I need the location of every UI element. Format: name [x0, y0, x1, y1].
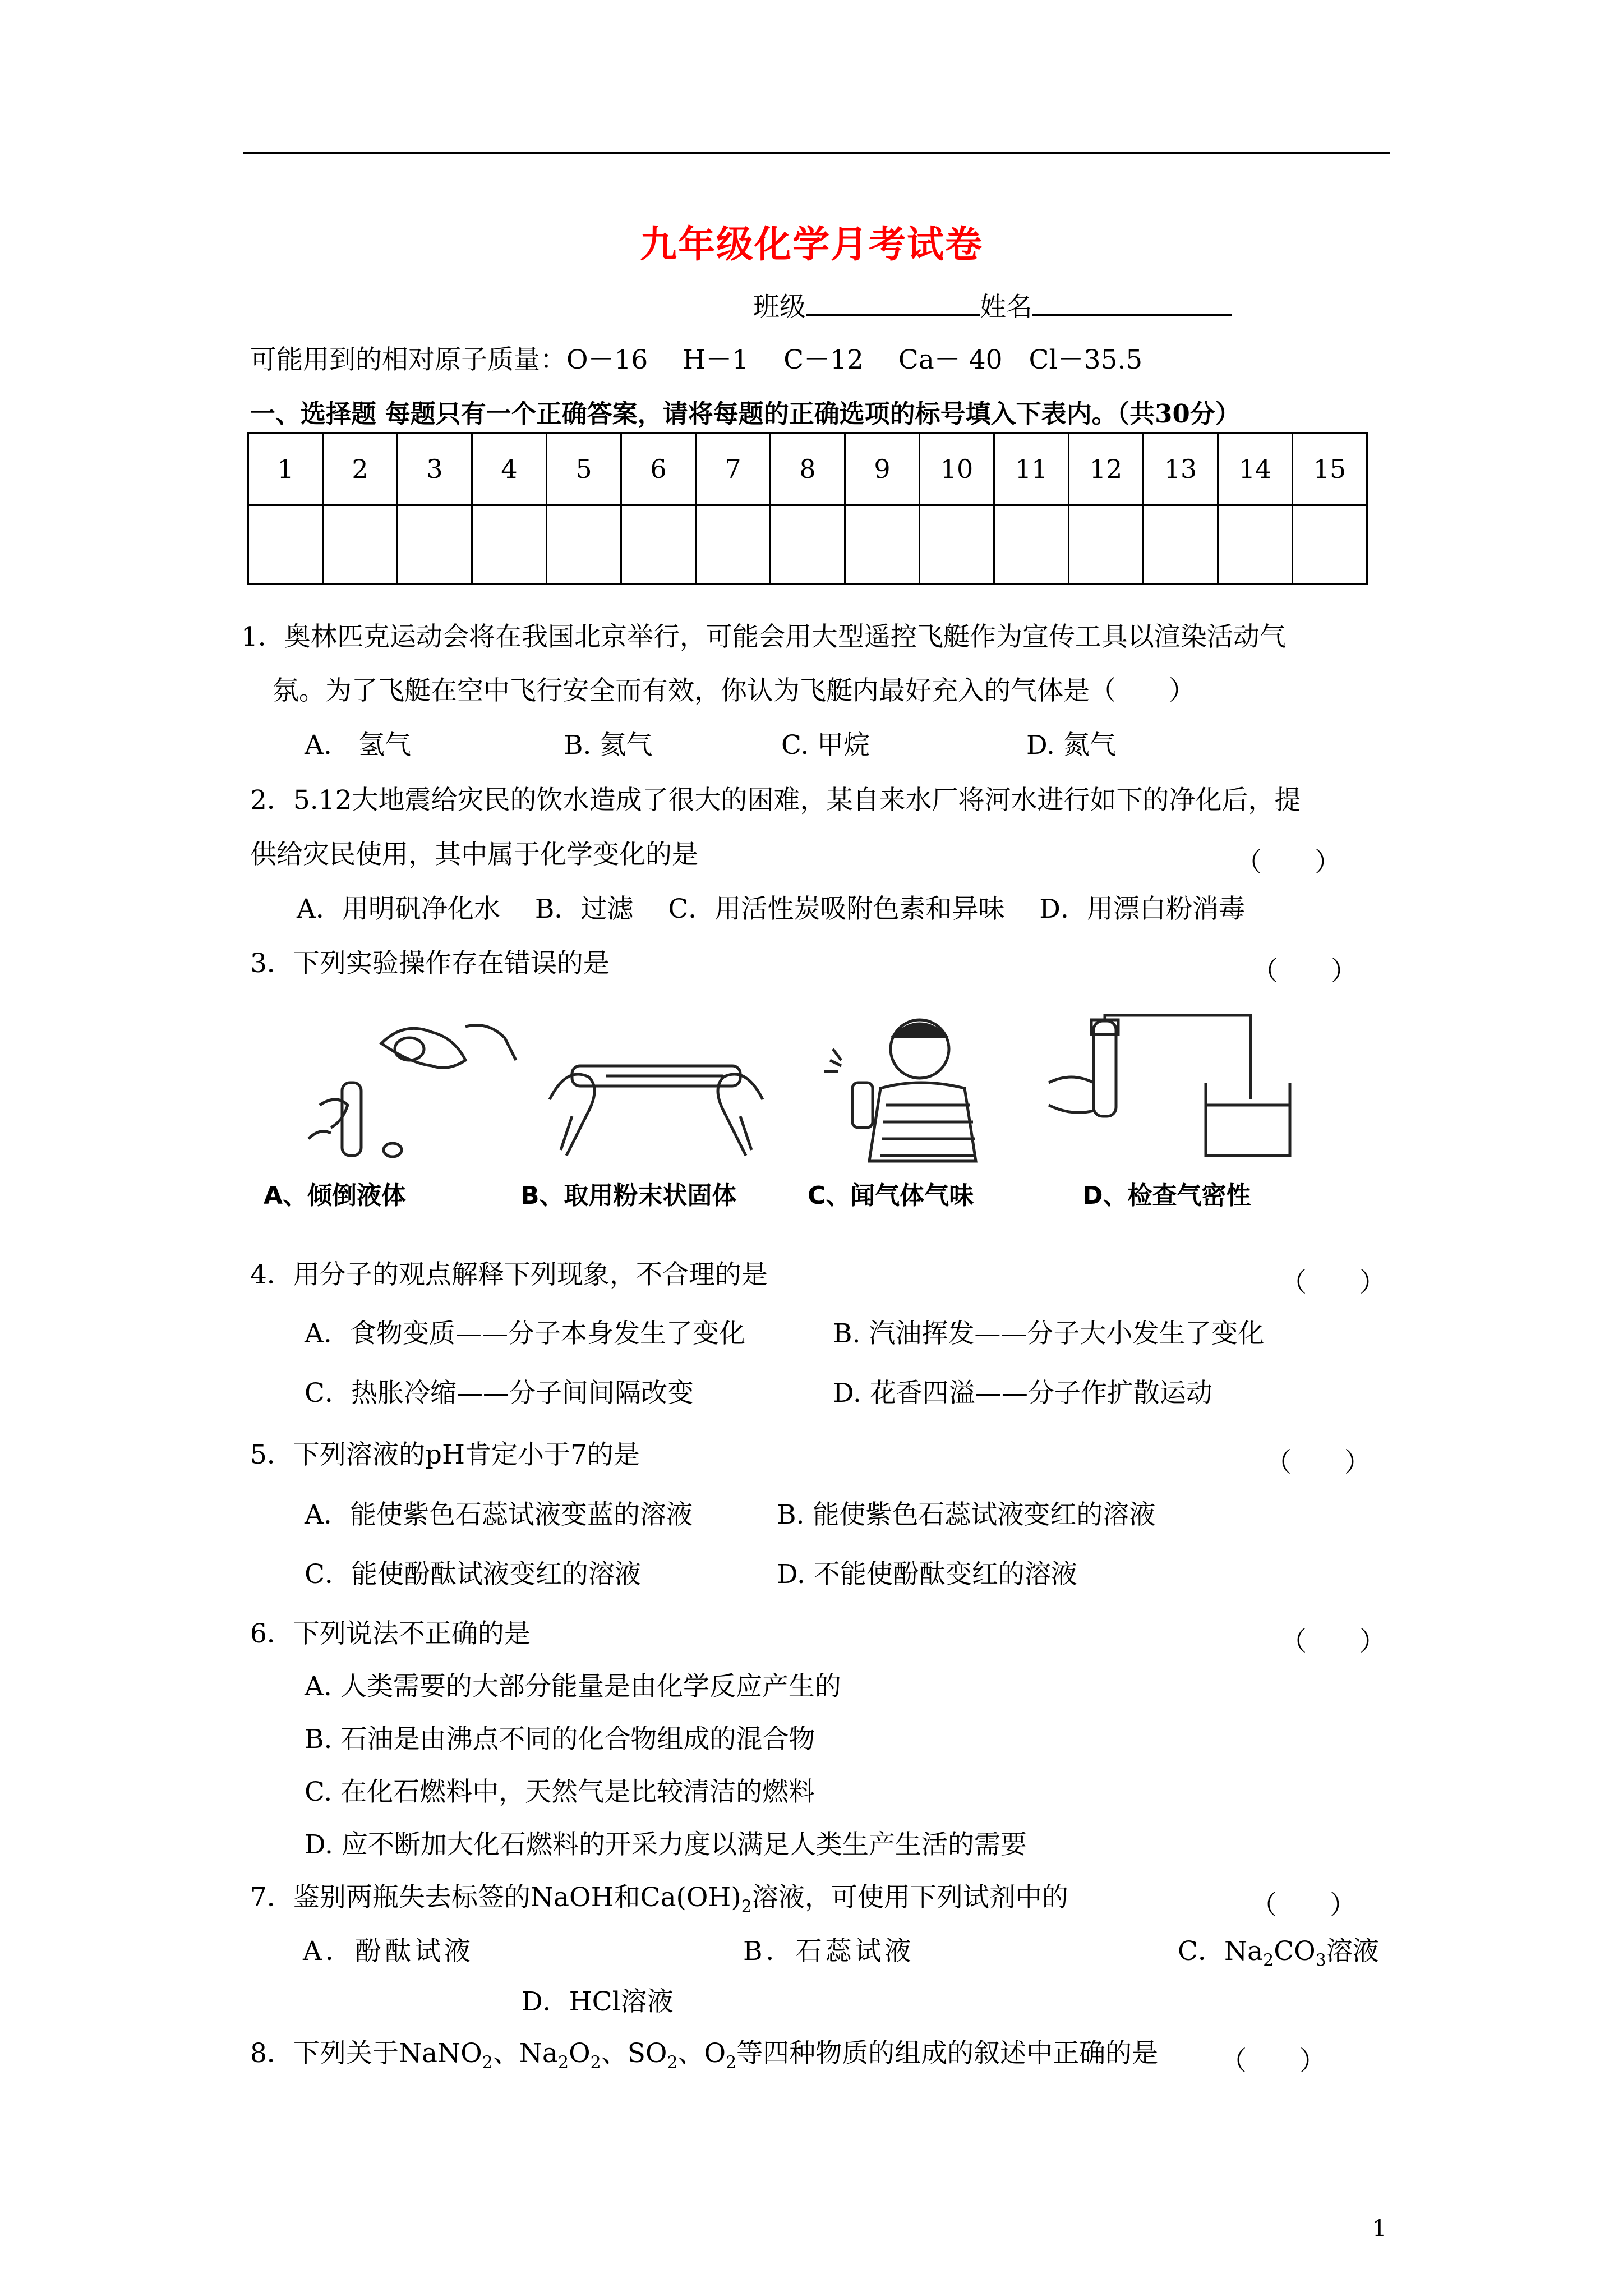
page-number: 1	[1372, 2216, 1387, 2242]
q1-option-b: B. 氦气	[564, 730, 653, 761]
q1-option-c: C. 甲烷	[781, 730, 870, 761]
q6-option-a: A. 人类需要的大部分能量是由化学反应产生的	[305, 1671, 841, 1702]
q5-answer-paren: （ ）	[1265, 1447, 1371, 1478]
answer-number: 3	[398, 433, 472, 505]
q3-caption-c: C、闻气体气味	[808, 1181, 974, 1210]
answer-cell[interactable]	[1144, 505, 1218, 585]
answer-number: 11	[994, 433, 1069, 505]
class-blank[interactable]	[806, 293, 980, 316]
q6-option-b: B. 石油是由沸点不同的化合物组成的混合物	[305, 1724, 815, 1755]
q7-c-sub2: 3	[1315, 1950, 1326, 1971]
q6-stem: 6．下列说法不正确的是	[250, 1618, 531, 1649]
q3-caption-d: D、检查气密性	[1082, 1181, 1251, 1210]
figure-airtightness-check	[1038, 1010, 1301, 1167]
figure-powder-solid	[527, 1010, 791, 1167]
q4-stem: 4．用分子的观点解释下列现象，不合理的是	[250, 1259, 768, 1290]
q7-c-sub1: 2	[1263, 1950, 1274, 1971]
q3-caption-b: B、取用粉末状固体	[520, 1181, 737, 1210]
answer-number: 15	[1293, 433, 1367, 505]
answer-table-number-row	[248, 433, 1367, 505]
answer-cell[interactable]	[845, 505, 920, 585]
q5-option-d: D. 不能使酚酞变红的溶液	[777, 1559, 1077, 1590]
class-label: 班级	[753, 292, 806, 323]
figure-smelling-gas	[785, 1010, 1049, 1167]
answer-cell[interactable]	[920, 505, 994, 585]
q1-stem-line2: 氛。为了飞艇在空中飞行安全而有效，你认为飞艇内最好充入的气体是（ ）	[273, 675, 1195, 706]
answer-number: 6	[621, 433, 696, 505]
q7-option-c	[1178, 1938, 1379, 1969]
answer-table	[247, 432, 1368, 585]
answer-number: 8	[771, 433, 845, 505]
q5-option-c: C．能使酚酞试液变红的溶液	[305, 1559, 641, 1590]
q2-options: A．用明矾净化水 B．过滤 C．用活性炭吸附色素和异味 D．用漂白粉消毒	[297, 894, 1245, 924]
q5-option-a: A．能使紫色石蕊试液变蓝的溶液	[305, 1499, 693, 1530]
q6-option-d: D. 应不断加大化石燃料的开采力度以满足人类生产生活的需要	[305, 1829, 1027, 1860]
answer-cell[interactable]	[621, 505, 696, 585]
name-blank[interactable]	[1032, 293, 1232, 316]
q8-text: 、SO	[601, 2038, 667, 2069]
q8-sub: 2	[726, 2053, 737, 2073]
q3-caption-a: A、倾倒液体	[264, 1181, 407, 1210]
answer-number: 2	[323, 433, 398, 505]
q8-sub: 2	[667, 2053, 678, 2073]
answer-cell[interactable]	[547, 505, 621, 585]
q2-answer-paren: （ ）	[1235, 847, 1341, 878]
q7-c-c: 溶液	[1326, 1936, 1379, 1967]
answer-number: 5	[547, 433, 621, 505]
q4-option-b: B. 汽油挥发——分子大小发生了变化	[833, 1318, 1265, 1349]
answer-number: 10	[920, 433, 994, 505]
answer-number: 14	[1218, 433, 1293, 505]
answer-cell[interactable]	[1069, 505, 1144, 585]
q6-option-c: C. 在化石燃料中，天然气是比较清洁的燃料	[305, 1777, 815, 1807]
q6-answer-paren: （ ）	[1280, 1626, 1386, 1657]
answer-cell[interactable]	[696, 505, 771, 585]
q5-stem: 5．下列溶液的pH肯定小于7的是	[250, 1439, 640, 1470]
q2-stem-line2: 供给灾民使用，其中属于化学变化的是	[250, 839, 698, 870]
top-rule	[243, 152, 1390, 154]
figure-pouring-liquid	[286, 1010, 550, 1167]
q7-stem-b: 溶液，可使用下列试剂中的	[751, 1882, 1068, 1913]
q2-stem-line1: 2．5.12大地震给灾民的饮水造成了很大的困难，某自来水厂将河水进行如下的净化后，提	[250, 785, 1301, 816]
answer-cell[interactable]	[994, 505, 1069, 585]
answer-number: 13	[1144, 433, 1218, 505]
q7-c-a: C．Na	[1178, 1936, 1264, 1967]
answer-table-blank-row	[248, 505, 1367, 585]
exam-title: 九年级化学月考试卷	[640, 222, 983, 266]
q8-text: 等四种物质的组成的叙述中正确的是	[736, 2038, 1159, 2069]
q8-sub: 2	[482, 2053, 493, 2073]
q7-c-b: CO	[1274, 1936, 1316, 1967]
q5-option-b: B. 能使紫色石蕊试液变红的溶液	[777, 1499, 1156, 1530]
q8-sub: 2	[590, 2053, 601, 2073]
q1-option-a: A. 氢气	[305, 730, 411, 761]
q7-option-b: B．石蕊试液	[743, 1936, 915, 1967]
q4-option-c: C．热胀冷缩——分子间间隔改变	[305, 1378, 694, 1409]
q4-option-d: D. 花香四溢——分子作扩散运动	[833, 1378, 1212, 1409]
answer-cell[interactable]	[1218, 505, 1293, 585]
q7-option-a: A．酚酞试液	[303, 1936, 474, 1967]
name-label: 姓名	[980, 292, 1032, 323]
answer-cell[interactable]	[248, 505, 323, 585]
q8-answer-paren: （ ）	[1220, 2046, 1326, 2077]
q7-stem-a: 7．鉴别两瓶失去标签的NaOH和Ca(OH)	[250, 1882, 741, 1913]
section1-heading: 一、选择题 每题只有一个正确答案，请将每题的正确选项的标号填入下表内。（共30分）	[250, 399, 1241, 429]
answer-cell[interactable]	[771, 505, 845, 585]
answer-number: 7	[696, 433, 771, 505]
q8-text: O	[569, 2038, 591, 2069]
q1-stem-line1: 1．奥林匹克运动会将在我国北京举行，可能会用大型遥控飞艇作为宣传工具以渲染活动气	[241, 622, 1286, 652]
q4-option-a: A．食物变质——分子本身发生了变化	[305, 1318, 745, 1349]
q8-text: 8．下列关于NaNO	[250, 2038, 482, 2069]
q8-stem	[250, 2040, 1158, 2071]
q4-answer-paren: （ ）	[1280, 1267, 1386, 1298]
q8-text: 、Na	[492, 2038, 558, 2069]
answer-cell[interactable]	[398, 505, 472, 585]
q7-stem	[250, 1884, 1068, 1915]
answer-number: 12	[1069, 433, 1144, 505]
class-name-line	[753, 292, 1232, 323]
q8-text: 、O	[677, 2038, 726, 2069]
q7-stem-sub: 2	[741, 1897, 752, 1917]
atomic-masses: 可能用到的相对原子质量：O－16 H－1 C－12 Ca－ 40 Cl－35.5	[250, 344, 1143, 375]
q3-stem: 3．下列实验操作存在错误的是	[250, 948, 610, 979]
q7-answer-paren: （ ）	[1251, 1890, 1356, 1921]
q7-option-d: D．HCl溶液	[522, 1986, 674, 2017]
answer-number: 1	[248, 433, 323, 505]
q8-sub: 2	[557, 2053, 569, 2073]
answer-cell[interactable]	[1293, 505, 1367, 585]
answer-number: 9	[845, 433, 920, 505]
answer-cell[interactable]	[323, 505, 398, 585]
q3-answer-paren: （ ）	[1252, 956, 1357, 987]
answer-number: 4	[472, 433, 547, 505]
q1-option-d: D. 氮气	[1026, 730, 1116, 761]
answer-cell[interactable]	[472, 505, 547, 585]
